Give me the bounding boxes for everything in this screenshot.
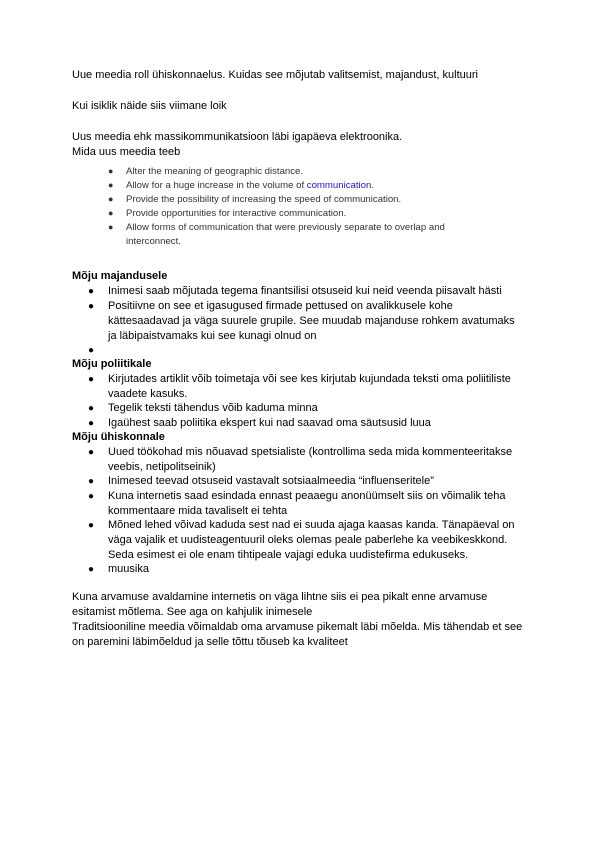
list-item xyxy=(108,489,528,519)
list-item xyxy=(108,299,528,344)
intro-line-2: Mida uus meedia teeb xyxy=(72,146,181,158)
intro-line-1: Uus meedia ehk massikommunikatsioon läbi igapäeva elektroonika. xyxy=(72,131,403,143)
list-bullet: ● xyxy=(108,222,114,232)
list-bullet: ● xyxy=(108,166,114,176)
heading-politics: Mõju poliitikale xyxy=(72,358,152,370)
list-item-line: Seda esimest ei ole enam tihtipeale vajagi eduka uudistefirma edukuseks. xyxy=(108,549,469,561)
personal-note: Kui isiklik näide siis viimane loik xyxy=(72,100,227,112)
heading-society: Mõju ühiskonnale xyxy=(72,431,165,443)
list-item: Tegelik teksti tähendus võib kaduma minna xyxy=(108,402,318,414)
list-bullet: ● xyxy=(88,476,95,487)
list-item-line: Positiivne on see et igasugused firmade pettused on avalikkusele kohe xyxy=(108,300,453,312)
closing-line-4: on paremini läbimõeldud ja selle tõttu tõuseb ka kvaliteet xyxy=(72,636,348,648)
list-item-line: Kirjutades artiklit võib toimetaja või see kes kirjutab kujundada teksti oma poliitiliste xyxy=(108,373,511,385)
list-item xyxy=(126,221,445,249)
list-bullet-empty: ● xyxy=(88,345,95,356)
list-bullet: ● xyxy=(108,180,114,190)
list-bullet: ● xyxy=(108,194,114,204)
list-item xyxy=(108,445,528,475)
list-bullet: ● xyxy=(88,403,95,414)
list-item-line: ja läbipaistvamaks kui see kunagi olnud on xyxy=(108,330,317,342)
list-item-line: Allow forms of communication that were previously separate to overlap and xyxy=(126,222,445,233)
list-item: muusika xyxy=(108,563,149,575)
list-item: Provide the possibility of increasing the speed of communication. xyxy=(126,194,402,205)
heading-economy: Mõju majandusele xyxy=(72,270,168,282)
list-item: Alter the meaning of geographic distance. xyxy=(126,166,304,177)
list-item-text: . xyxy=(371,180,374,191)
closing-line-2: esitamist mõtlema. See aga on kahjulik inimesele xyxy=(72,606,313,618)
list-item: Igaühest saab poliitika ekspert kui nad saavad oma säutsusid luua xyxy=(108,417,431,429)
list-bullet: ● xyxy=(88,301,95,312)
list-item-line: kommentaare mida tavaliselt ei tehta xyxy=(108,505,288,517)
closing-line-1: Kuna arvamuse avaldamine internetis on väga lihtne siis ei pea pikalt enne arvamuse xyxy=(72,591,488,603)
document-title: Uue meedia roll ühiskonnaelus. Kuidas see mõjutab valitsemist, majandust, kultuuri xyxy=(72,69,478,81)
list-item-line: Uued töökohad mis nõuavad spetsialiste (kontrollima seda mida kommenteeritakse xyxy=(108,446,513,458)
list-bullet: ● xyxy=(88,564,95,575)
list-item xyxy=(108,518,528,563)
list-bullet: ● xyxy=(88,491,95,502)
list-item: Inimesi saab mõjutada tegema finantsilisi otsuseid kui neid veenda piisavalt hästi xyxy=(108,285,502,297)
list-item-line: Kuna internetis saad esindada ennast peaaegu anonüümselt siis on võimalik teha xyxy=(108,490,506,502)
list-bullet: ● xyxy=(88,447,95,458)
list-item-line: Mõned lehed võivad kaduda sest nad ei suuda ajaga kaasas kanda. Tänapäeval on xyxy=(108,519,515,531)
list-item-line: kättesaadavad ja väga suurele grupile. See muudab majanduse rohkem avatumaks xyxy=(108,315,515,327)
list-item: Inimesed teevad otsuseid vastavalt sotsiaalmeedia “influenseritele” xyxy=(108,475,434,487)
closing-line-3: Traditsiooniline meedia võimaldab oma arvamuse pikemalt läbi mõelda. Mis tähendab et see xyxy=(72,621,523,633)
list-bullet: ● xyxy=(88,520,95,531)
list-bullet: ● xyxy=(108,208,114,218)
list-bullet: ● xyxy=(88,418,95,429)
list-item xyxy=(126,179,374,193)
list-item xyxy=(108,372,528,402)
list-item-line: vaadete kasuks. xyxy=(108,388,188,400)
communication-link[interactable]: communication xyxy=(306,180,372,191)
list-item: Provide opportunities for interactive communication. xyxy=(126,208,347,219)
list-item-line: veebis, netipolitseinik) xyxy=(108,461,216,473)
list-bullet: ● xyxy=(88,286,95,297)
list-bullet: ● xyxy=(88,374,95,385)
list-item-line: interconnect. xyxy=(126,236,181,247)
list-item-line: väga vajalik et uudisteagentuuril oleks olemas peale paberlehe ka veebikeskkond. xyxy=(108,534,508,546)
list-item-text: Allow for a huge increase in the volume of xyxy=(126,180,307,191)
